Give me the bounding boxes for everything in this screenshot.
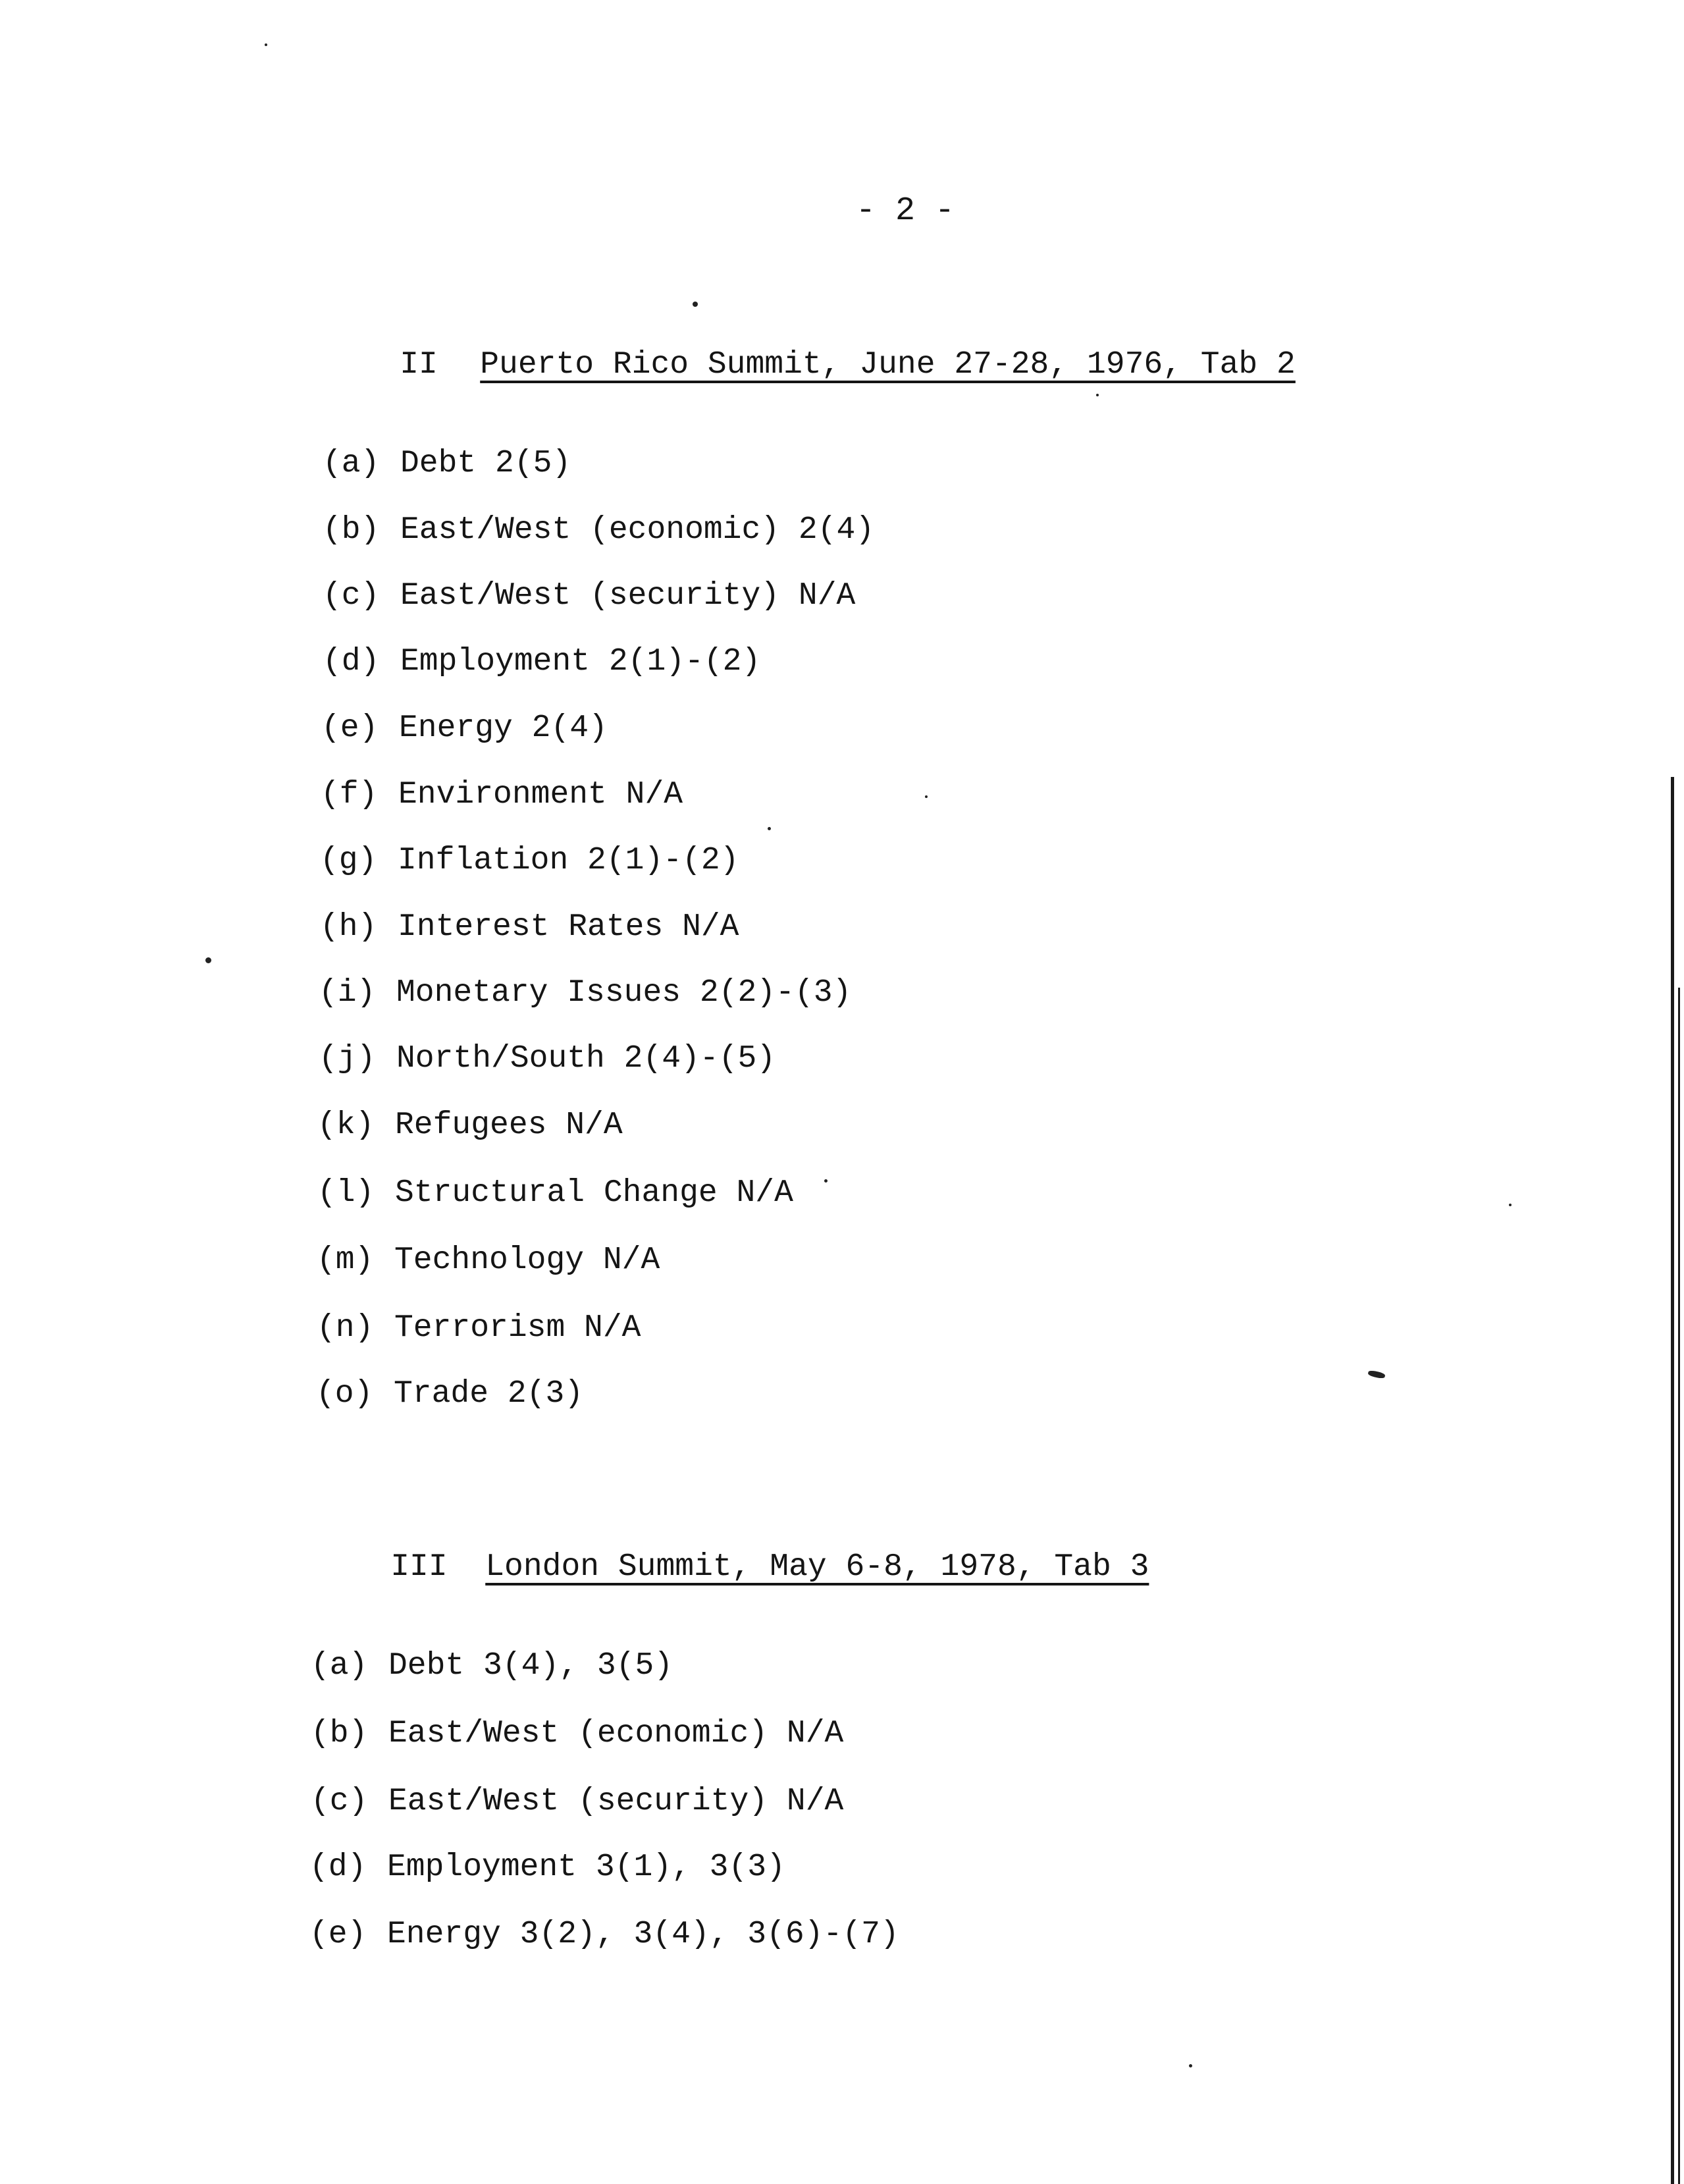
scan-speck: [1509, 1204, 1512, 1206]
item-text: Environment N/A: [398, 777, 683, 812]
section-heading: [324, 317, 1296, 412]
item-letter: (e): [309, 1917, 367, 1952]
item-letter: (l): [317, 1175, 375, 1211]
item-letter: (d): [323, 644, 380, 679]
section-numeral: II: [400, 347, 438, 383]
scan-speck: [1096, 394, 1099, 396]
item-letter: (g): [320, 843, 377, 878]
list-item: [321, 779, 683, 811]
item-letter: (j): [319, 1041, 376, 1077]
item-text: Refugees N/A: [395, 1107, 623, 1143]
list-item: [319, 1043, 776, 1075]
item-letter: (i): [319, 975, 376, 1011]
list-item: [317, 1312, 641, 1344]
scan-speck: [693, 302, 698, 307]
scan-speck: [925, 795, 928, 798]
item-letter: (k): [317, 1107, 375, 1143]
list-item: [311, 1718, 843, 1749]
scan-speck: [768, 827, 771, 830]
item-text: East/West (economic) 2(4): [400, 512, 875, 548]
page-number: - 2 -: [856, 192, 955, 230]
item-letter: (c): [323, 578, 380, 614]
list-item: [309, 1919, 899, 1950]
list-item: [311, 1786, 843, 1817]
item-text: East/West (security) N/A: [388, 1784, 844, 1819]
item-text: North/South 2(4)-(5): [396, 1041, 776, 1077]
section-numeral: III: [390, 1549, 448, 1585]
list-item: [323, 448, 571, 479]
item-text: Terrorism N/A: [394, 1310, 641, 1346]
item-text: Employment 3(1), 3(3): [387, 1850, 785, 1885]
list-item: [317, 1109, 623, 1141]
list-item: [311, 1650, 673, 1682]
item-text: Monetary Issues 2(2)-(3): [396, 975, 852, 1011]
item-letter: (a): [323, 446, 380, 481]
list-item: [321, 712, 608, 744]
item-letter: (e): [321, 710, 379, 746]
list-item: [319, 977, 851, 1009]
scan-edge-line: [1678, 988, 1680, 2184]
scan-speck: [205, 957, 211, 963]
item-text: Structural Change N/A: [395, 1175, 793, 1211]
list-item: [309, 1851, 785, 1883]
item-text: Interest Rates N/A: [398, 909, 739, 945]
scan-speck: [824, 1179, 828, 1183]
item-letter: (n): [317, 1310, 374, 1346]
scan-speck: [1367, 1370, 1385, 1379]
item-letter: (f): [321, 777, 378, 812]
item-letter: (a): [311, 1648, 368, 1684]
item-text: Employment 2(1)-(2): [400, 644, 761, 679]
section-title: London Summit, May 6-8, 1978, Tab 3: [485, 1549, 1149, 1585]
item-letter: (d): [309, 1850, 367, 1885]
item-letter: (o): [316, 1376, 373, 1412]
item-text: Energy 3(2), 3(4), 3(6)-(7): [387, 1917, 899, 1952]
item-text: Debt 3(4), 3(5): [388, 1648, 673, 1684]
list-item: [323, 646, 760, 678]
list-item: [316, 1378, 583, 1410]
section-title: Puerto Rico Summit, June 27-28, 1976, Tab 2: [480, 347, 1296, 383]
item-text: Inflation 2(1)-(2): [398, 843, 739, 878]
scan-edge-line: [1671, 777, 1674, 2184]
item-letter: (m): [317, 1242, 374, 1278]
item-text: Technology N/A: [394, 1242, 660, 1278]
item-letter: (h): [320, 909, 377, 945]
section-heading: [315, 1520, 1149, 1614]
list-item: [320, 911, 739, 943]
list-item: [323, 580, 855, 612]
list-item: [320, 845, 739, 876]
scan-speck: [265, 43, 267, 46]
item-text: Trade 2(3): [394, 1376, 584, 1412]
item-letter: (b): [311, 1716, 368, 1751]
item-text: East/West (economic) N/A: [388, 1716, 844, 1751]
scan-speck: [1189, 2064, 1192, 2067]
list-item: [317, 1177, 793, 1209]
item-letter: (c): [311, 1784, 368, 1819]
item-text: Energy 2(4): [399, 710, 608, 746]
item-text: East/West (security) N/A: [400, 578, 856, 614]
list-item: [317, 1244, 660, 1276]
list-item: [323, 514, 874, 546]
item-letter: (b): [323, 512, 380, 548]
item-text: Debt 2(5): [400, 446, 571, 481]
